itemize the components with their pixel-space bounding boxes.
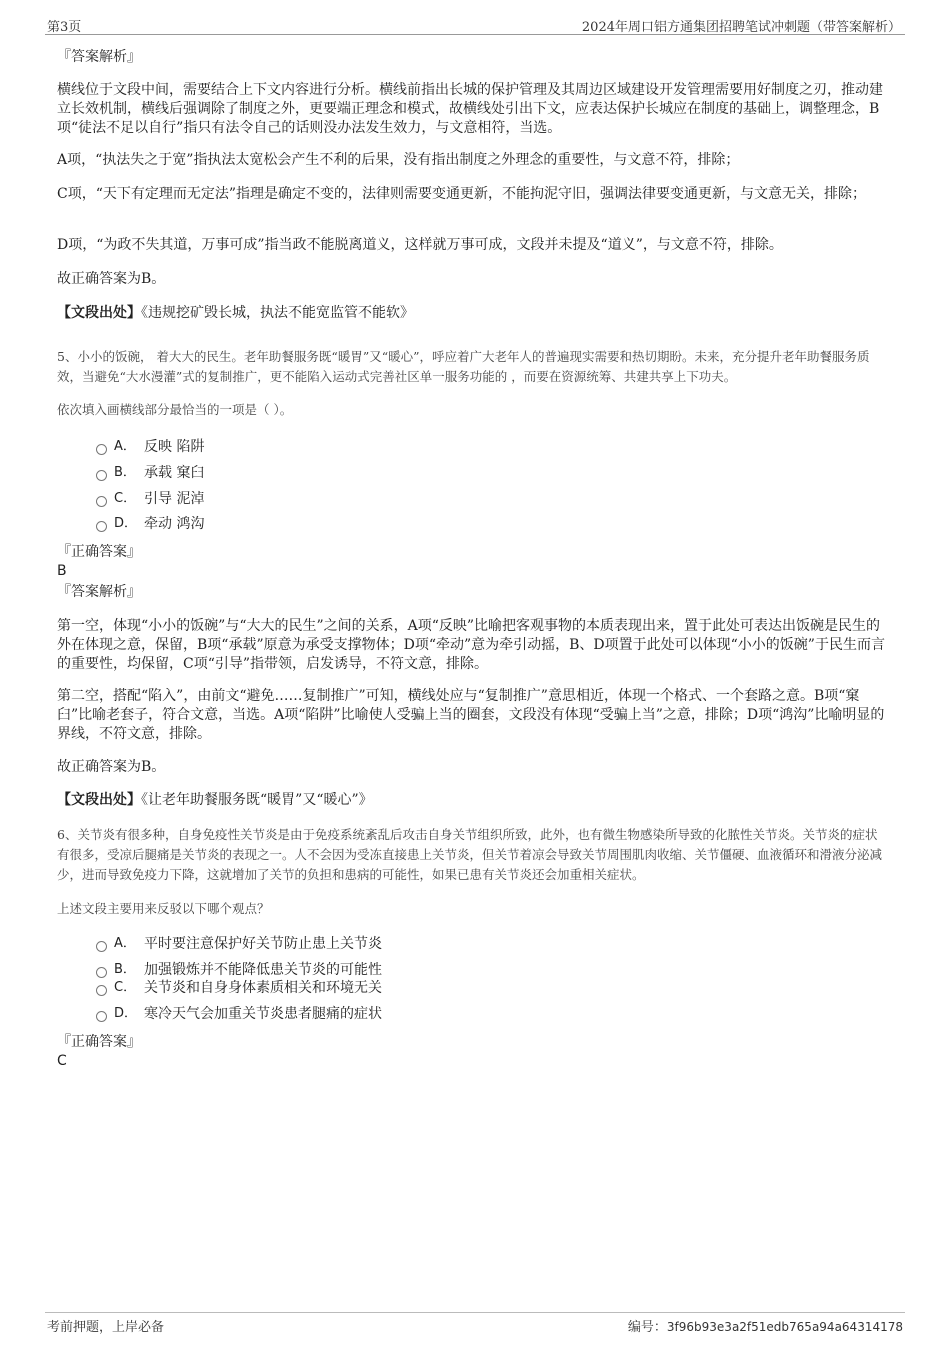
q6-answer-label: 『正确答案』 xyxy=(57,1034,141,1050)
q5-answer: B xyxy=(57,563,67,579)
radio-icon[interactable] xyxy=(96,496,107,507)
option-letter: C． xyxy=(114,491,137,506)
option-text: 加强锻炼并不能降低患关节炎的可能性 xyxy=(144,962,382,978)
footer-id xyxy=(628,1316,903,1335)
radio-icon[interactable] xyxy=(96,444,107,455)
radio-icon[interactable] xyxy=(96,1011,107,1022)
page-header xyxy=(45,14,905,35)
page-number: 第3页 xyxy=(47,20,82,35)
q4-analysis-option-a: A项，“执法失之于宽”指执法太宽松会产生不利的后果，没有指出制度之外理念的重要性，与文意不符，排除； xyxy=(57,152,740,168)
q6-answer: C xyxy=(57,1053,67,1069)
radio-icon[interactable] xyxy=(96,521,107,532)
q5-analysis-para1: 第一空，体现“小小的饭碗”与“大大的民生”之间的关系，A项“反映”比喻把客观事物的本质表现出来，置于此处可表达出饭碗是民生的外在体现之意，保留，B项“承载”原意为承受支撑物体；D项“牵动”意为牵引动摇，B、D项置于此处可以体现“小小的饭碗”于民生而言的重要性，均保留，C项“引导”指带领，启发诱导，不符文意，排除。 xyxy=(57,618,885,672)
option-text: 承载 窠臼 xyxy=(144,465,205,481)
option-letter: A． xyxy=(114,439,136,454)
q5-answer-label: 『正确答案』 xyxy=(57,544,141,560)
footer-id-label: 编号： xyxy=(627,1320,667,1335)
q4-source-text: 《违规挖矿毁长城，执法不能宽监管不能软》 xyxy=(141,305,414,321)
q6-text: 6、关节炎有很多种，自身免疫性关节炎是由于免疫系统紊乱后攻击自身关节组织所致，此外，也有微生物感染所导致的化脓性关节炎。关节炎的症状有很多，受凉后腿痛是关节炎的表现之一。人不会因为受冻直接患上关节炎，但关节着凉会导致关节周围肌肉收缩、关节僵硬、血液循环和滑液分泌减少，进而导致免疫力下降，这就增加了关节的负担和患病的可能性，如果已患有关节炎还会加重相关症状。 xyxy=(57,827,883,882)
radio-icon[interactable] xyxy=(96,985,107,996)
q4-analysis-label: 『答案解析』 xyxy=(57,49,141,65)
q5-source xyxy=(57,791,889,810)
q5-prompt: 依次填入画横线部分最恰当的一项是（ ）。 xyxy=(57,402,293,417)
option-text: 反映 陷阱 xyxy=(144,439,205,455)
q5-text: 5、小小的饭碗， 着大大的民生。老年助餐服务既“暖胃”又“暖心”，呼应着广大老年人的普遍现实需要和热切期盼。未来，充分提升老年助餐服务质效，当避免“大水漫灌”式的复制推广，更不能陷入运动式完善社区单一服务功能的 ，而要在资源统筹、共建共享上下功夫。 xyxy=(57,349,870,384)
footer-id-code: 3f96b93e3a2f51edb765a94a64314178 xyxy=(666,1320,903,1334)
q5-conclusion: 故正确答案为B。 xyxy=(57,759,166,775)
q5-source-label: 【文段出处】 xyxy=(57,792,141,808)
document-title: 2024年周口铝方通集团招聘笔试冲刺题（带答案解析） xyxy=(581,20,901,35)
q4-analysis-para1: 横线位于文段中间，需要结合上下文内容进行分析。横线前指出长城的保护管理及其周边区域建设开发管理需要用好制度之刃，推动建立长效机制，横线后强调除了制度之外，更要端正理念和模式，故横线处引出下文，应表达保护长城应在制度的基础上，调整理念，B项“徒法不足以自行”指只有法令自己的话则没办法发生效力，与文意相符，当选。 xyxy=(57,82,883,136)
option-letter: B． xyxy=(114,962,136,977)
option-letter: C． xyxy=(114,980,137,995)
footer-slogan: 考前押题，上岸必备 xyxy=(47,1320,165,1335)
q6-prompt: 上述文段主要用来反驳以下哪个观点？ xyxy=(57,901,270,916)
q4-source-label: 【文段出处】 xyxy=(57,305,141,321)
option-letter: D． xyxy=(114,1006,138,1021)
q4-analysis-option-c: C项，“天下有定理而无定法”指理是确定不变的，法律则需要变通更新，不能拘泥守旧，强调法律要变通更新，与文意无关，排除； xyxy=(57,186,867,202)
option-letter: D． xyxy=(114,516,138,531)
q4-conclusion: 故正确答案为B。 xyxy=(57,271,166,287)
option-letter: A． xyxy=(114,936,136,951)
q4-source xyxy=(57,304,889,323)
option-text: 引导 泥淖 xyxy=(144,491,205,507)
option-text: 寒冷天气会加重关节炎患者腿痛的症状 xyxy=(144,1006,382,1022)
q5-analysis-label: 『答案解析』 xyxy=(57,584,141,600)
page-footer xyxy=(45,1312,905,1333)
option-text: 关节炎和自身身体素质相关和环境无关 xyxy=(144,980,382,996)
radio-icon[interactable] xyxy=(96,967,107,978)
radio-icon[interactable] xyxy=(96,941,107,952)
q5-analysis-para2: 第二空，搭配“陷入”，由前文“避免……复制推广”可知，横线处应与“复制推广”意思相近，体现一个格式、一个套路之意。B项“窠臼”比喻老套子，符合文意，当选。A项“陷阱”比喻使人受骗上当的圈套，文段没有体现“受骗上当”之意，排除；D项“鸿沟”比喻明显的界线，不符文意，排除。 xyxy=(57,688,885,742)
option-text: 平时要注意保护好关节防止患上关节炎 xyxy=(144,936,382,952)
option-letter: B． xyxy=(114,465,136,480)
q4-analysis-option-d: D项，“为政不失其道，万事可成”指当政不能脱离道义，这样就万事可成，文段并未提及“道义”，与文意不符，排除。 xyxy=(57,237,783,253)
q5-source-text: 《让老年助餐服务既“暖胃”又“暖心”》 xyxy=(141,792,373,808)
option-text: 牵动 鸿沟 xyxy=(144,516,205,532)
radio-icon[interactable] xyxy=(96,470,107,481)
